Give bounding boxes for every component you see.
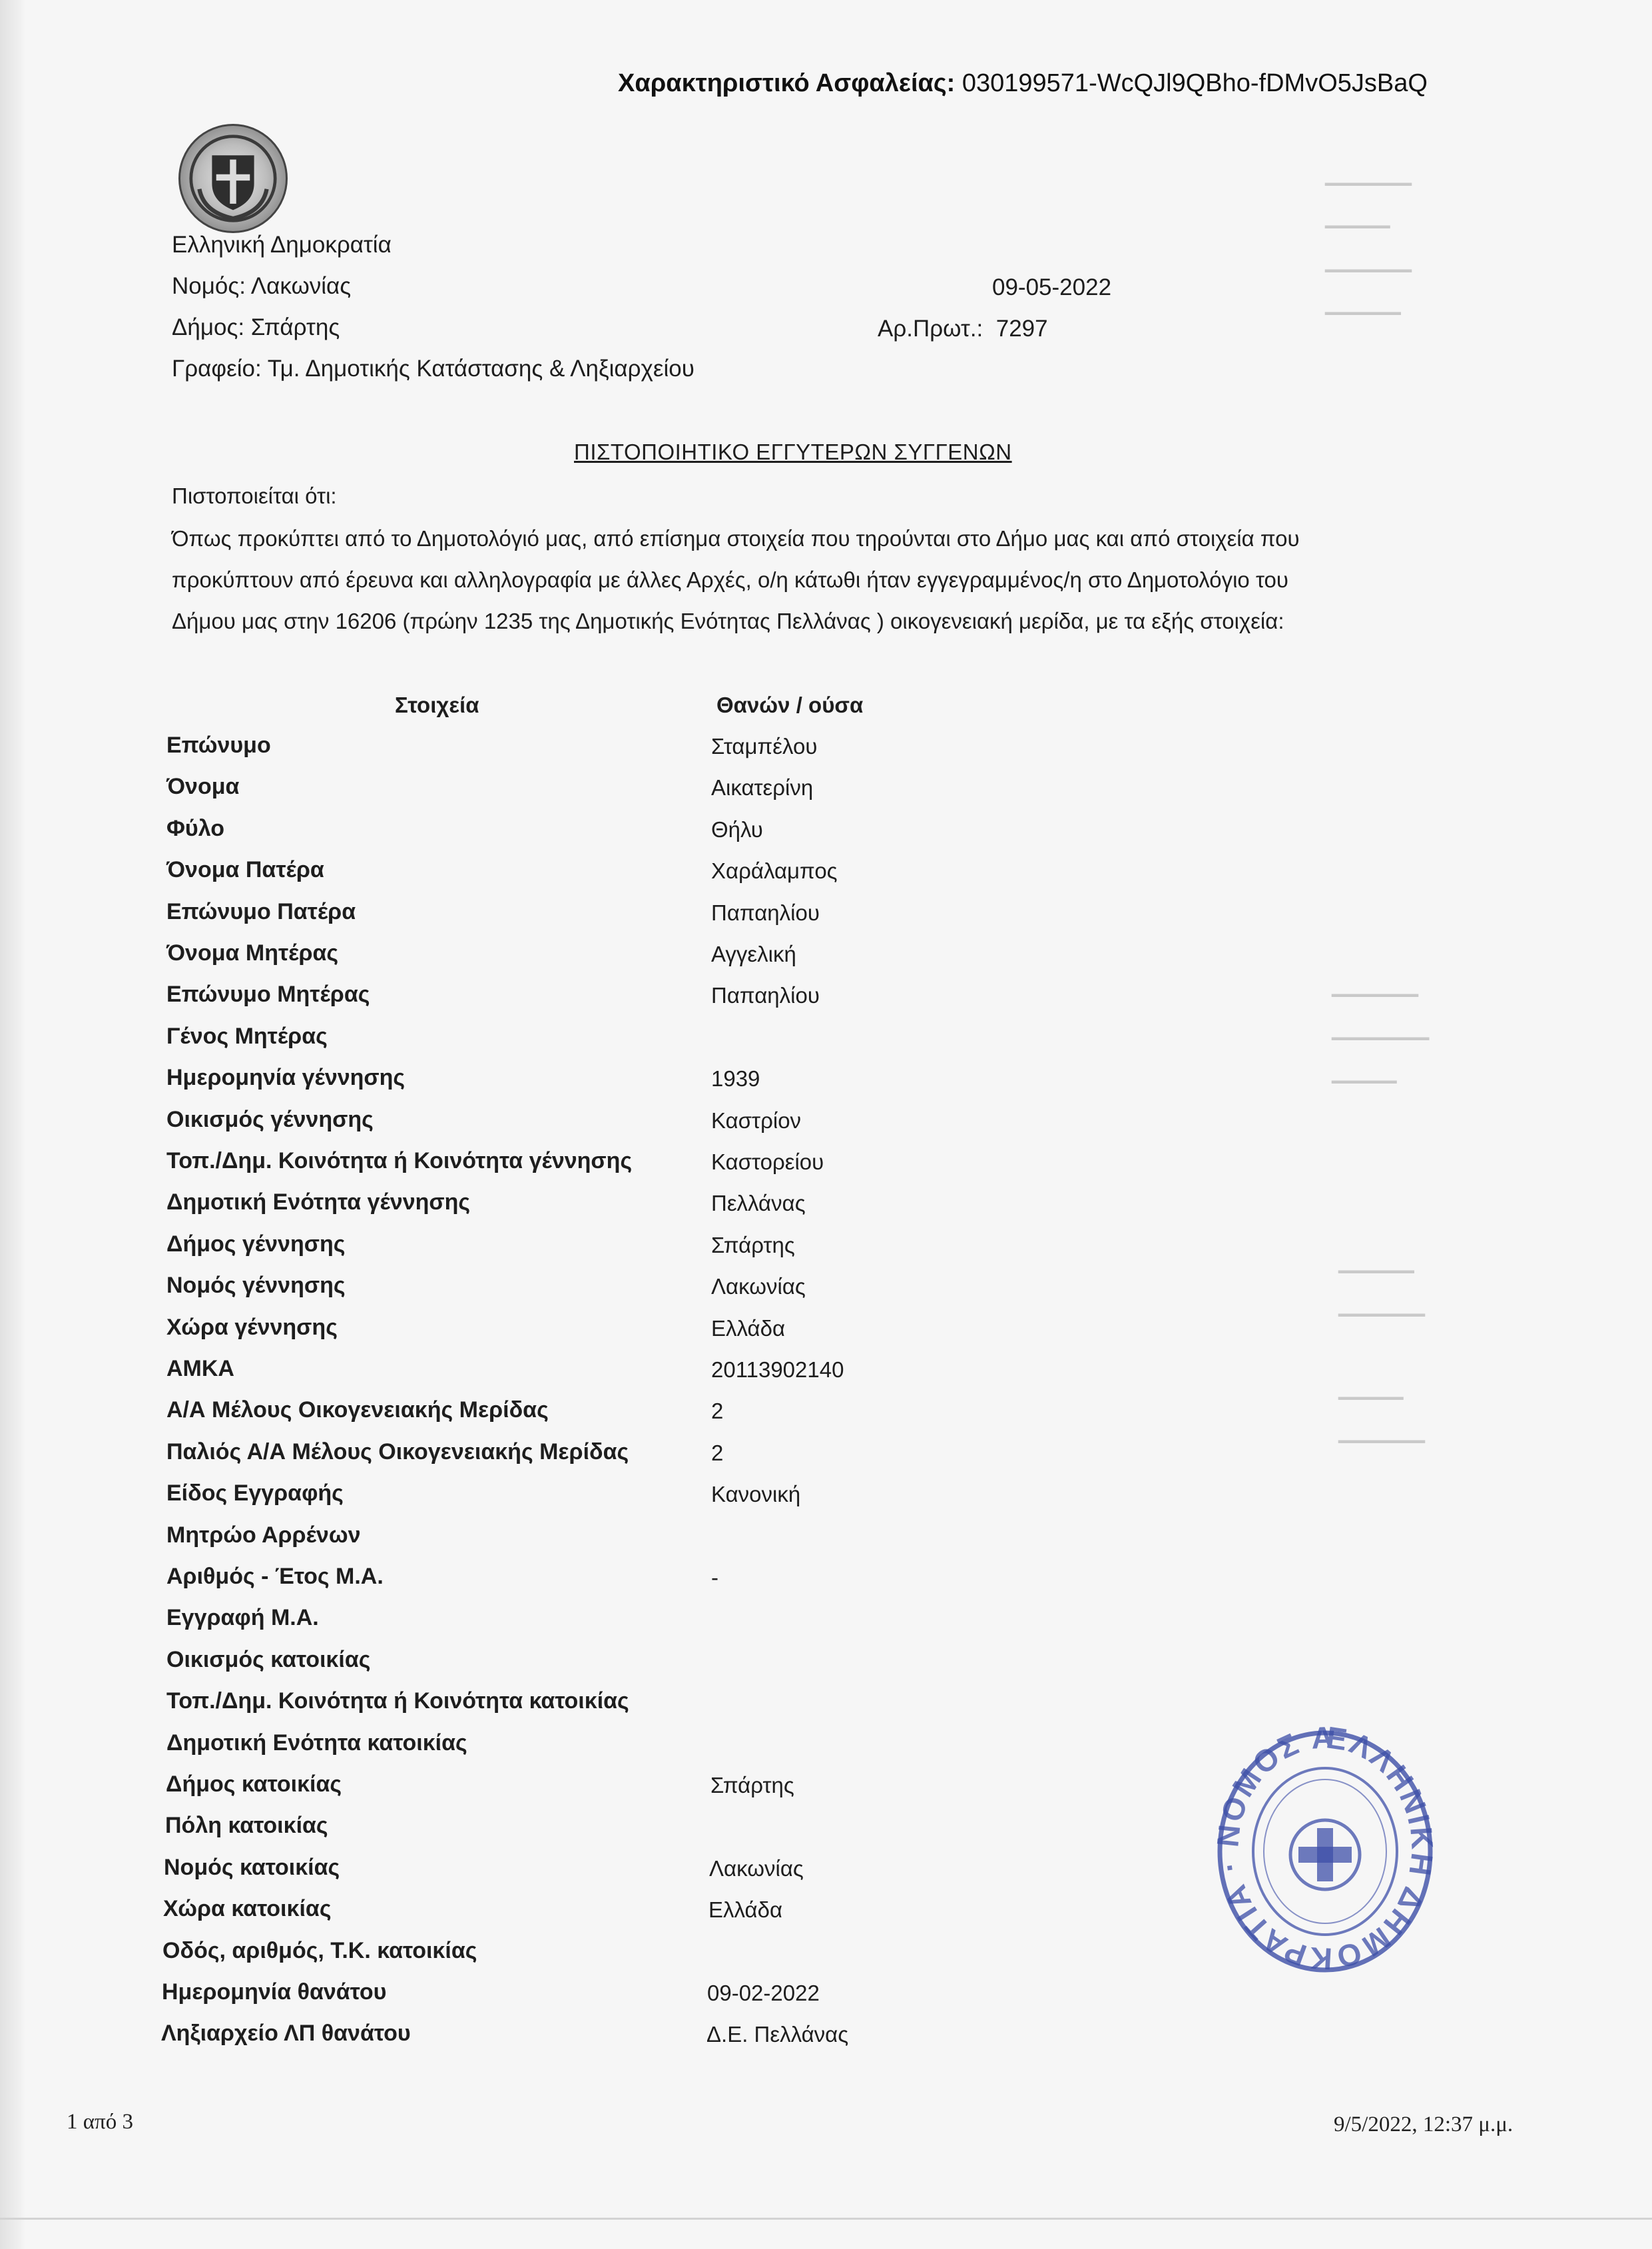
document-title: ΠΙΣΤΟΠΟΙΗΤΙΚΟ ΕΓΓΥΤΕΡΩΝ ΣΥΓΓΕΝΩΝ bbox=[574, 440, 1012, 464]
print-datetime: 9/5/2022, 12:37 μ.μ. bbox=[1334, 2112, 1514, 2136]
table-row-value: Παπαηλίου bbox=[711, 900, 820, 925]
table-row-label: Τοπ./Δημ. Κοινότητα ή Κοινότητα γέννησης bbox=[166, 1148, 633, 1173]
table-row-value: Κανονική bbox=[711, 1482, 801, 1506]
security-code: 030199571-WcQJl9QBho-fDMvO5JsBaQ bbox=[962, 69, 1428, 97]
table-row-value: Σταμπέλου bbox=[711, 734, 818, 759]
table-row-label: Όνομα bbox=[166, 774, 240, 799]
table-row-value: Αγγελική bbox=[711, 942, 796, 966]
table-row-value: 20113902140 bbox=[711, 1357, 844, 1382]
table-row-value: 2 bbox=[711, 1441, 724, 1465]
protocol-number-line bbox=[878, 316, 1048, 342]
table-row-value: Αικατερίνη bbox=[711, 775, 814, 800]
table-row-label: Επώνυμο Πατέρα bbox=[166, 899, 356, 924]
table-row-value: 1939 bbox=[711, 1066, 760, 1091]
protocol-number: 7297 bbox=[995, 316, 1048, 342]
table-row-label: Αριθμός - Έτος Μ.Α. bbox=[166, 1564, 384, 1589]
table-row-label: ΑΜΚΑ bbox=[166, 1356, 234, 1381]
table-row-value: Θήλυ bbox=[711, 817, 763, 842]
table-row-label: Χώρα γέννησης bbox=[166, 1315, 338, 1340]
table-header-deceased: Θανών / ούσα bbox=[716, 693, 864, 717]
official-stamp-seal bbox=[1212, 1722, 1438, 1978]
table-row-label: Παλιός Α/Α Μέλους Οικογενειακής Μερίδας bbox=[166, 1439, 629, 1464]
header-municipality: Δήμος: Σπάρτης bbox=[172, 314, 340, 340]
intro-line-1: Όπως προκύπτει από το Δημοτολόγιό μας, από επίσημα στοιχεία που τηρούνται στο Δήμο μας και από στοιχεία που bbox=[172, 526, 1300, 551]
table-row-value: 09-02-2022 bbox=[707, 1981, 820, 2005]
header-office: Γραφείο: Τμ. Δημοτικής Κατάστασης & Ληξιαρχείου bbox=[172, 356, 694, 382]
table-row-value: Δ.Ε. Πελλάνας bbox=[706, 2022, 849, 2047]
table-row-value: Παπαηλίου bbox=[711, 983, 820, 1008]
table-row-value: Χαράλαμπος bbox=[711, 858, 838, 883]
table-row-label: Νομός κατοικίας bbox=[164, 1855, 340, 1880]
table-row-label: Οικισμός κατοικίας bbox=[166, 1647, 371, 1672]
table-row-label: Μητρώο Αρρένων bbox=[166, 1522, 361, 1548]
table-row-label: Δημοτική Ενότητα κατοικίας bbox=[166, 1730, 467, 1756]
table-row-value: Λακωνίας bbox=[709, 1856, 804, 1881]
table-row-label: Δημοτική Ενότητα γέννησης bbox=[166, 1189, 471, 1215]
table-row-label: Όνομα Πατέρα bbox=[166, 857, 324, 882]
table-row-value: Λακωνίας bbox=[711, 1274, 806, 1299]
table-row-label: Νομός γέννησης bbox=[166, 1273, 346, 1298]
page-number: 1 από 3 bbox=[67, 2110, 133, 2134]
table-row-label: Φύλο bbox=[166, 816, 224, 841]
table-row-value: Ελλάδα bbox=[711, 1316, 786, 1341]
greek-coat-of-arms-emblem-icon bbox=[178, 124, 288, 233]
table-row-label: Χώρα κατοικίας bbox=[163, 1896, 332, 1921]
intro-certified: Πιστοποιείται ότι: bbox=[172, 483, 337, 508]
scan-left-edge bbox=[0, 0, 25, 2249]
security-characteristic bbox=[618, 69, 1428, 98]
table-row-label: Εγγραφή Μ.Α. bbox=[166, 1605, 319, 1630]
table-row-value: Καστορείου bbox=[711, 1149, 824, 1174]
header-country: Ελληνική Δημοκρατία bbox=[172, 232, 392, 258]
table-row-label: Δήμος γέννησης bbox=[166, 1231, 346, 1257]
document-date: 09-05-2022 bbox=[992, 274, 1112, 300]
table-row-value: 2 bbox=[711, 1399, 724, 1423]
table-row-value: Σπάρτης bbox=[711, 1233, 795, 1257]
table-row-label: Οδός, αριθμός, Τ.Κ. κατοικίας bbox=[162, 1938, 477, 1963]
table-row-label: Οικισμός γέννησης bbox=[166, 1107, 374, 1132]
table-row-label: Πόλη κατοικίας bbox=[165, 1813, 328, 1838]
scan-fold-line bbox=[0, 2218, 1652, 2220]
table-row-label: Δήμος κατοικίας bbox=[166, 1771, 342, 1797]
table-row-value: Πελλάνας bbox=[711, 1191, 806, 1215]
protocol-label: Αρ.Πρωτ.: bbox=[878, 316, 983, 342]
table-row-label: Γένος Μητέρας bbox=[166, 1024, 328, 1049]
table-row-value: - bbox=[711, 1565, 718, 1590]
table-row-label: Επώνυμο bbox=[166, 733, 271, 758]
table-row-label: Α/Α Μέλους Οικογενειακής Μερίδας bbox=[166, 1397, 549, 1423]
table-row-label: Τοπ./Δημ. Κοινότητα ή Κοινότητα κατοικίας bbox=[166, 1688, 629, 1714]
table-row-value: Ελλάδα bbox=[708, 1897, 783, 1922]
table-row-label: Επώνυμο Μητέρας bbox=[166, 982, 370, 1007]
header-prefecture: Νομός: Λακωνίας bbox=[172, 273, 352, 299]
intro-line-2: προκύπτουν από έρευνα και αλληλογραφία με άλλες Αρχές, ο/η κάτωθι ήταν εγγεγραμμένος/η στο Δημοτολόγιο του bbox=[172, 567, 1288, 592]
table-row-label: Είδος Εγγραφής bbox=[166, 1480, 344, 1506]
table-row-label: Ημερομηνία θανάτου bbox=[162, 1979, 387, 2005]
security-label: Χαρακτηριστικό Ασφαλείας: bbox=[618, 69, 956, 97]
table-header-field: Στοιχεία bbox=[395, 693, 479, 717]
intro-line-3: Δήμου μας στην 16206 (πρώην 1235 της Δημοτικής Ενότητας Πελλάνας ) οικογενειακή μερίδα, με τα εξής στοιχεία: bbox=[172, 609, 1284, 633]
table-row-value: Καστρίον bbox=[711, 1108, 802, 1133]
table-row-value: Σπάρτης bbox=[710, 1773, 794, 1797]
table-row-label: Όνομα Μητέρας bbox=[166, 940, 339, 966]
table-row-label: Ληξιαρχείο ΛΠ θανάτου bbox=[161, 2021, 411, 2046]
table-row-label: Ημερομηνία γέννησης bbox=[166, 1065, 406, 1090]
stamp-outer-text: ΕΛΛΗΝΙΚΗ ΔΗΜΟΚΡΑΤΙΑ · ΝΟΜΟΣ Α bbox=[1212, 1722, 1438, 1977]
